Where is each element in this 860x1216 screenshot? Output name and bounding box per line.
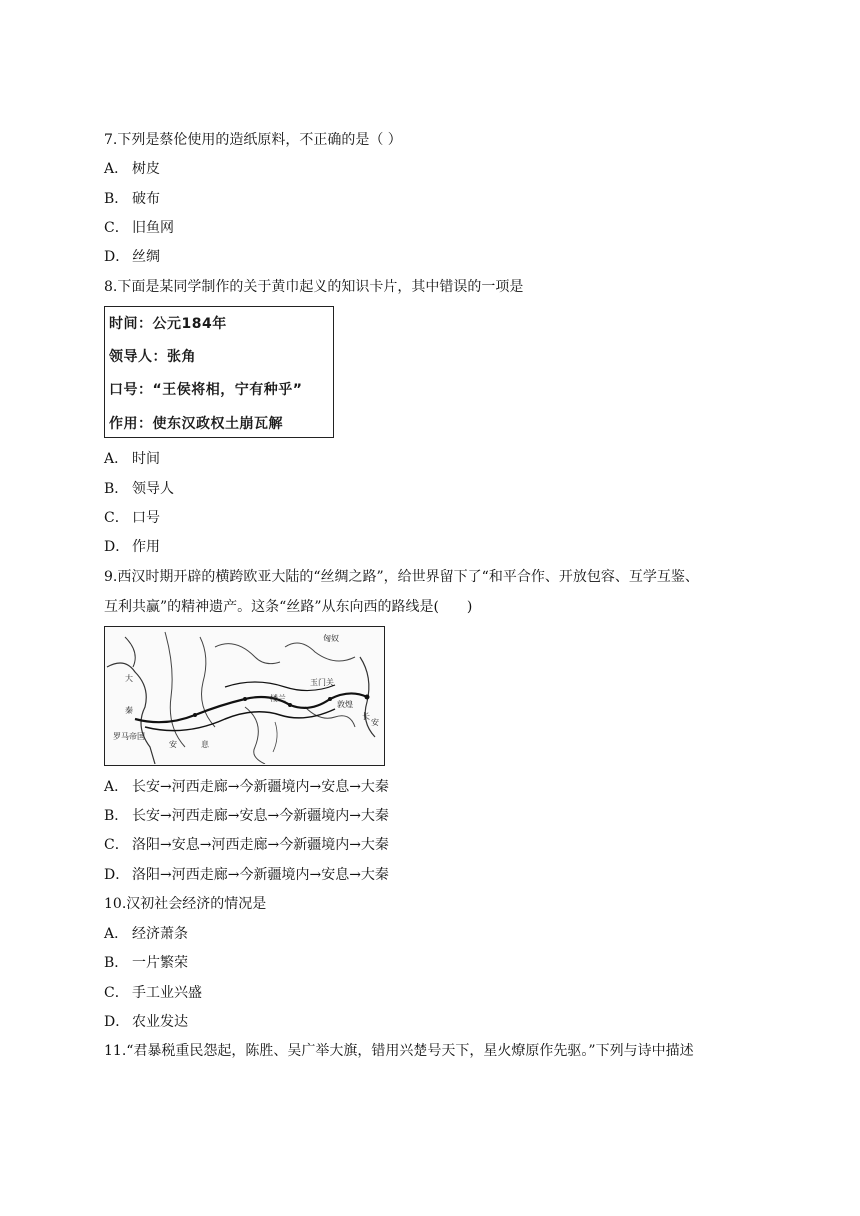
q11-stem: 11.“君暴税重民怨起，陈胜、吴广举大旗，错用兴楚号天下，星火燎原作先驱。”下列与诗中描述 xyxy=(104,1043,694,1059)
option-letter: D． xyxy=(104,249,130,265)
option-text: 破布 xyxy=(132,191,160,207)
option-letter: D． xyxy=(104,1014,130,1030)
option-text: 树皮 xyxy=(132,161,160,177)
q10-option-b[interactable] xyxy=(104,953,188,973)
option-text: 农业发达 xyxy=(132,1014,188,1030)
q8-option-b[interactable] xyxy=(104,479,174,499)
option-letter: A． xyxy=(104,926,129,942)
q10-option-a[interactable] xyxy=(104,924,188,944)
q7-option-c[interactable] xyxy=(104,218,174,238)
label-anxi-2: 息 xyxy=(201,740,209,749)
q7-option-a[interactable] xyxy=(104,159,160,179)
option-letter: C． xyxy=(104,985,129,1001)
option-text: 洛阳→安息→河西走廊→今新疆境内→大秦 xyxy=(132,837,389,853)
option-letter: D． xyxy=(104,539,130,555)
card-row-effect: 作用：使东汉政权土崩瓦解 xyxy=(109,416,283,432)
q8-option-d[interactable] xyxy=(104,537,160,557)
option-text: 口号 xyxy=(132,510,160,526)
option-text: 手工业兴盛 xyxy=(132,985,202,1001)
q10-option-c[interactable] xyxy=(104,983,202,1003)
q9-stem-line-1: 9.西汉时期开辟的横跨欧亚大陆的“丝绸之路”，给世界留下了“和平合作、开放包容、互学互鉴、 xyxy=(104,569,699,585)
option-text: 丝绸 xyxy=(132,249,160,265)
label-anxi-1: 安 xyxy=(169,740,177,749)
option-letter: D． xyxy=(104,867,130,883)
label-left-bottom: 罗马帝国 xyxy=(113,732,145,741)
q7-stem: 7.下列是蔡伦使用的造纸原料，不正确的是（ ） xyxy=(104,132,402,148)
option-letter: B． xyxy=(104,808,129,824)
option-letter: A． xyxy=(104,161,129,177)
silk-road-map xyxy=(104,626,385,766)
q8-option-c[interactable] xyxy=(104,508,160,528)
label-xiongnu: 匈奴 xyxy=(323,634,339,643)
q9-option-b[interactable] xyxy=(104,806,389,826)
option-letter: B． xyxy=(104,481,129,497)
label-dunhuang: 敦煌 xyxy=(337,700,353,709)
q8-stem: 8.下面是某同学制作的关于黄巾起义的知识卡片，其中错误的一项是 xyxy=(104,279,524,295)
q8-option-a[interactable] xyxy=(104,449,160,469)
label-loulan: 楼兰 xyxy=(270,694,286,703)
option-letter: B． xyxy=(104,191,129,207)
label-changan-2: 安 xyxy=(371,718,379,727)
q10-stem: 10.汉初社会经济的情况是 xyxy=(104,896,267,912)
option-text: 长安→河西走廊→安息→今新疆境内→大秦 xyxy=(132,808,389,824)
option-text: 时间 xyxy=(132,451,160,467)
label-daqin-2: 秦 xyxy=(125,706,133,715)
q7-option-b[interactable] xyxy=(104,189,160,209)
card-row-leader: 领导人：张角 xyxy=(109,349,196,365)
option-text: 一片繁荣 xyxy=(132,955,188,971)
q7-option-d[interactable] xyxy=(104,247,160,267)
option-letter: B． xyxy=(104,955,129,971)
q9-option-a[interactable] xyxy=(104,777,389,797)
option-text: 作用 xyxy=(132,539,160,555)
q10-option-d[interactable] xyxy=(104,1012,188,1032)
option-letter: C． xyxy=(104,837,129,853)
knowledge-card xyxy=(104,306,334,438)
option-text: 旧鱼网 xyxy=(132,220,174,236)
option-letter: C． xyxy=(104,510,129,526)
option-letter: C． xyxy=(104,220,129,236)
option-text: 长安→河西走廊→今新疆境内→安息→大秦 xyxy=(132,779,389,795)
option-text: 经济萧条 xyxy=(132,926,188,942)
option-letter: A． xyxy=(104,451,129,467)
label-yumen: 玉门关 xyxy=(310,678,334,687)
card-row-time: 时间：公元184年 xyxy=(109,316,227,332)
label-daqin-1: 大 xyxy=(125,674,133,683)
q9-option-d[interactable] xyxy=(104,865,389,885)
label-changan-1: 长 xyxy=(362,712,370,721)
option-letter: A． xyxy=(104,779,129,795)
card-row-slogan: 口号：“王侯将相，宁有种乎” xyxy=(109,382,303,398)
option-text: 洛阳→河西走廊→今新疆境内→安息→大秦 xyxy=(132,867,389,883)
silk-road-map-drawing xyxy=(105,627,383,764)
q9-stem-line-2: 互利共赢”的精神遗产。这条“丝路”从东向西的路线是( ) xyxy=(104,599,473,615)
option-text: 领导人 xyxy=(132,481,174,497)
q9-option-c[interactable] xyxy=(104,835,389,855)
